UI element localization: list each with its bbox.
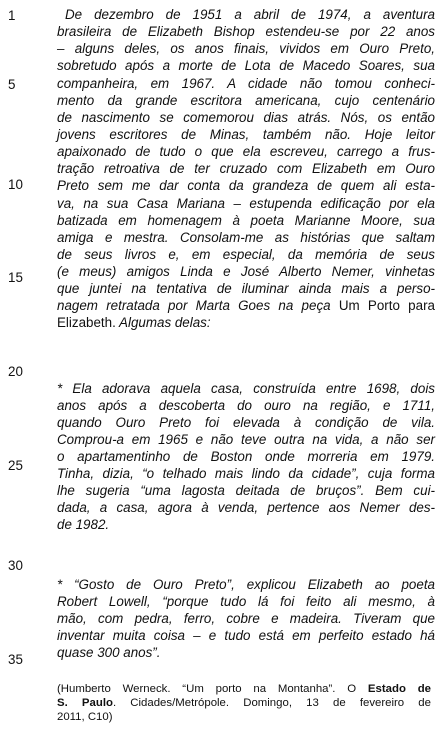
line-number: 15 <box>8 270 23 285</box>
line-number: 30 <box>8 558 23 573</box>
text-line: mento da grande escritora americana, cujo centenário <box>57 93 435 108</box>
citation-line <box>57 682 431 696</box>
text-segment: nagem retratada por Marta Goes na peça <box>57 298 339 313</box>
text-line <box>57 315 435 332</box>
line-number: 1 <box>8 8 16 23</box>
text-line: que juntei na tentativa de iluminar ainda mais a perso- <box>57 281 435 296</box>
text-line: Tinha, dizia, “o telhado mais lindo da cidade”, cuja forma <box>57 466 435 481</box>
text-line: Preto sem me dar conta da grandeza de quem ali esta- <box>57 178 435 193</box>
text-line: (e meus) amigos Linda e José Alberto Nemer, vinhetas <box>57 264 435 279</box>
text-line: – alguns deles, os anos finais, vividos em Ouro Preto, <box>57 41 435 56</box>
line-number: 25 <box>8 458 23 473</box>
text-line: inventar muita coisa – e tudo está em perfeito estado há <box>57 628 435 643</box>
text-line: o apartamentinho de Boston onde morreria em 1979. <box>57 449 435 464</box>
text-line: De dezembro de 1951 a abril de 1974, a aventura <box>65 7 435 22</box>
text-line: de seus livros e, em especial, da memória de seus <box>57 247 435 262</box>
text-line: batizada em homenagem à poeta Marianne Moore, sua <box>57 213 435 228</box>
newspaper-name: Estado de <box>367 683 431 695</box>
text-line: brasileira de Elizabeth Bishop estendeu-se por 22 anos <box>57 24 435 39</box>
play-title: Um Porto para <box>338 298 435 313</box>
text-line: Robert Lowell, “porque tudo lá foi feito ali mesmo, à <box>57 594 435 609</box>
citation-line <box>57 696 431 710</box>
line-number: 20 <box>8 364 23 379</box>
text-line: dada, a casa, agora à venda, pertence aos Nemer des- <box>57 500 435 515</box>
text-line: quase 300 anos”. <box>57 645 161 660</box>
text-line: mão, com pedra, ferro, cobre e madeira. Tiveram que <box>57 611 435 626</box>
line-number: 5 <box>8 77 16 92</box>
line-number: 10 <box>8 177 23 192</box>
text-line: Comprou-a em 1965 e não teve outra na vida, a não ser <box>57 432 435 447</box>
play-title: Elizabeth. <box>57 315 116 330</box>
text-line: va, na sua Casa Mariana – estupenda edificação por ela <box>57 196 435 211</box>
text-line: jovens escritores de Minas, também não. Hoje leitor <box>57 127 435 142</box>
newspaper-name: S. Paulo <box>57 697 113 709</box>
citation-text: (Humberto Werneck. “Um porto na Montanha”. O <box>57 683 368 695</box>
text-line: de 1982. <box>57 517 110 532</box>
text-line: * Ela adorava aquela casa, construída entre 1698, dois <box>57 381 435 396</box>
text-line: companheira, em 1967. A cidade não tomou conheci- <box>57 76 435 91</box>
text-line: quando Ouro Preto foi elevada à condição de vila. <box>57 415 435 430</box>
citation-line: 2011, C10) <box>57 711 113 723</box>
text-line <box>57 298 435 315</box>
citation-text: . Cidades/Metrópole. Domingo, 13 de fevereiro de <box>112 697 431 709</box>
text-line: de nascimento se comemorou dias atrás. Nós, os então <box>57 110 435 125</box>
line-number: 35 <box>8 652 23 667</box>
text-line: * “Gosto de Ouro Preto”, explicou Elizabeth ao poeta <box>57 577 435 592</box>
text-line: amiga e mestra. Consolam-me as histórias que saltam <box>57 230 435 245</box>
text-line: lhe sugeria “uma lagosta deitada de bruços”. Bem cui- <box>57 483 435 498</box>
text-line: tração retroativa de ter cruzado com Elizabeth em Ouro <box>57 161 435 176</box>
text-line: apaixonado de tudo o que ela escreveu, carrego a frus- <box>57 144 435 159</box>
text-line: sobretudo após a morte de Lota de Macedo Soares, sua <box>57 58 435 73</box>
text-line: anos após a descoberta do ouro na região, e 1711, <box>57 398 435 413</box>
text-segment: Algumas delas: <box>115 315 211 330</box>
